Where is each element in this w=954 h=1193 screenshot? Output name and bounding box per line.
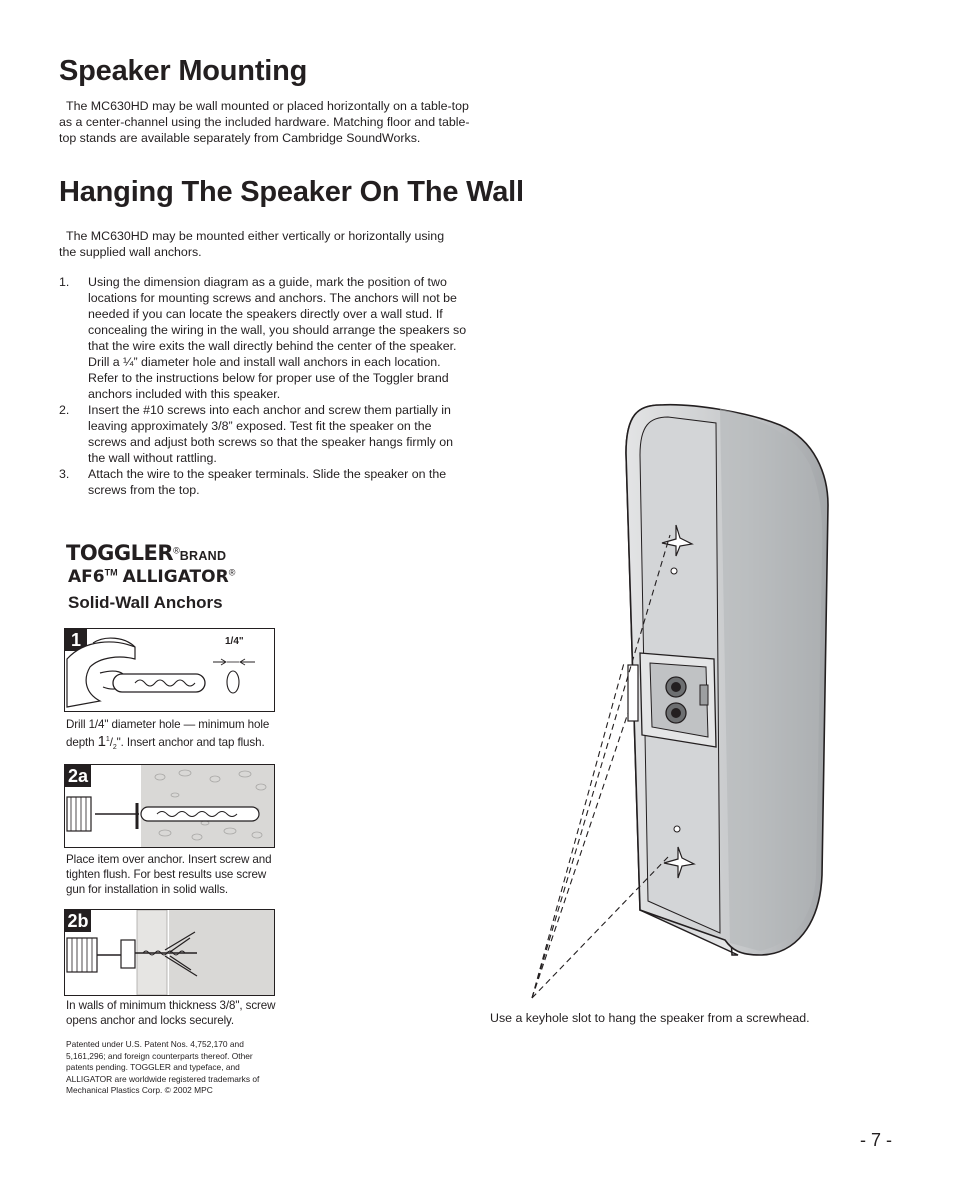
dimension-label: 1/4" [225, 636, 244, 647]
page-title-speaker-mounting: Speaker Mounting [59, 55, 308, 87]
step-badge-2a: 2a [65, 765, 91, 787]
step-number: 1. [59, 275, 70, 289]
patent-notice: Patented under U.S. Patent Nos. 4,752,170 and 5,161,296; and foreign counterparts thereof. Other patents pending. TOGGLER and typeface, and ALLIGATOR are worldwide registered trademarks of Mechanical Plastics Corp. © 2002 MPC [66, 1039, 260, 1095]
toggler-logo [66, 541, 226, 565]
intro-paragraph: The MC630HD may be wall mounted or placed horizontally on a table-top as a center-channel using the included hardware. Matching floor and table-top stands are available separately from Cambridge SoundWorks. [59, 99, 470, 145]
model-name: ALLIGATOR [122, 567, 229, 587]
step-text: Attach the wire to the speaker terminals. Slide the speaker on the screws from the top. [88, 467, 447, 497]
fraction-denominator: 2 [112, 744, 117, 752]
toggler-brand: TOGGLER [66, 541, 174, 565]
step-text: Insert the #10 screws into each anchor and screw them partially in leaving approximately 3/8” exposed. Test fit the speaker on the screws and adjust both screws so that the speaker hangs firmly on the wall without rattling. [88, 403, 454, 465]
section-title-hanging: Hanging The Speaker On The Wall [59, 176, 524, 208]
model-number: AF6 [68, 567, 105, 587]
anchor-step-2b-caption: In walls of minimum thickness 3/8", screw opens anchor and locks securely. [66, 999, 276, 1027]
anchor-step-2a-caption: Place item over anchor. Insert screw and tighten flush. For best results use screw gun for installation in solid walls. [66, 853, 272, 896]
registered-mark: ® [228, 567, 236, 578]
anchor-step-2b-panel [64, 909, 275, 996]
toggler-model [68, 567, 235, 587]
screw-install-illustration [65, 765, 274, 847]
anchor-step-2a-panel [64, 764, 275, 848]
step-badge-2b: 2b [65, 910, 91, 932]
list-item [59, 466, 469, 498]
steps-list [59, 274, 469, 498]
toggler-subtitle: Solid-Wall Anchors [68, 593, 223, 612]
caption-text: depth [66, 735, 98, 749]
caption-line: depth $1^1/_2$". Insert anchor and tap flush. [66, 732, 265, 752]
step-number: 2. [59, 403, 70, 417]
hollow-wall-illustration [65, 910, 274, 995]
brand-suffix: BRAND [179, 549, 227, 563]
speaker-illustration [520, 395, 850, 1005]
registered-mark: ® [173, 545, 180, 556]
step-number: 3. [59, 467, 70, 481]
trademark-mark: TM [104, 567, 118, 578]
anchor-step-1-panel [64, 628, 275, 712]
step-text: Using the dimension diagram as a guide, mark the position of two locations for mounting screws and anchors. The anchors will not be needed if you can locate the speakers directly over a wall stud. If concealing the wiring in the wall, you should arrange the speakers so that the wire exits the wall directly behind the center of the speaker. Drill a ¼” diameter hole and install wall anchors in each location. Refer to the instructions below for proper use of the Toggler brand anchors included with this speaker. [88, 275, 467, 401]
hanging-paragraph: The MC630HD may be mounted either vertically or horizontally using the supplied wall anchors. [59, 229, 445, 259]
page-number: - 7 - [860, 1130, 893, 1150]
step-badge-1: 1 [65, 629, 87, 651]
fraction-numerator: 1 [105, 736, 110, 743]
anchor-step-1-caption [66, 717, 296, 755]
list-item [59, 274, 469, 402]
speaker-caption: Use a keyhole slot to hang the speaker from a screwhead. [490, 1011, 810, 1025]
caption-line: Drill 1/4" diameter hole — minimum hole [66, 718, 270, 731]
caption-big-number: 1 [97, 732, 106, 750]
caption-text: ". Insert anchor and tap flush. [116, 735, 265, 749]
list-item [59, 402, 469, 466]
